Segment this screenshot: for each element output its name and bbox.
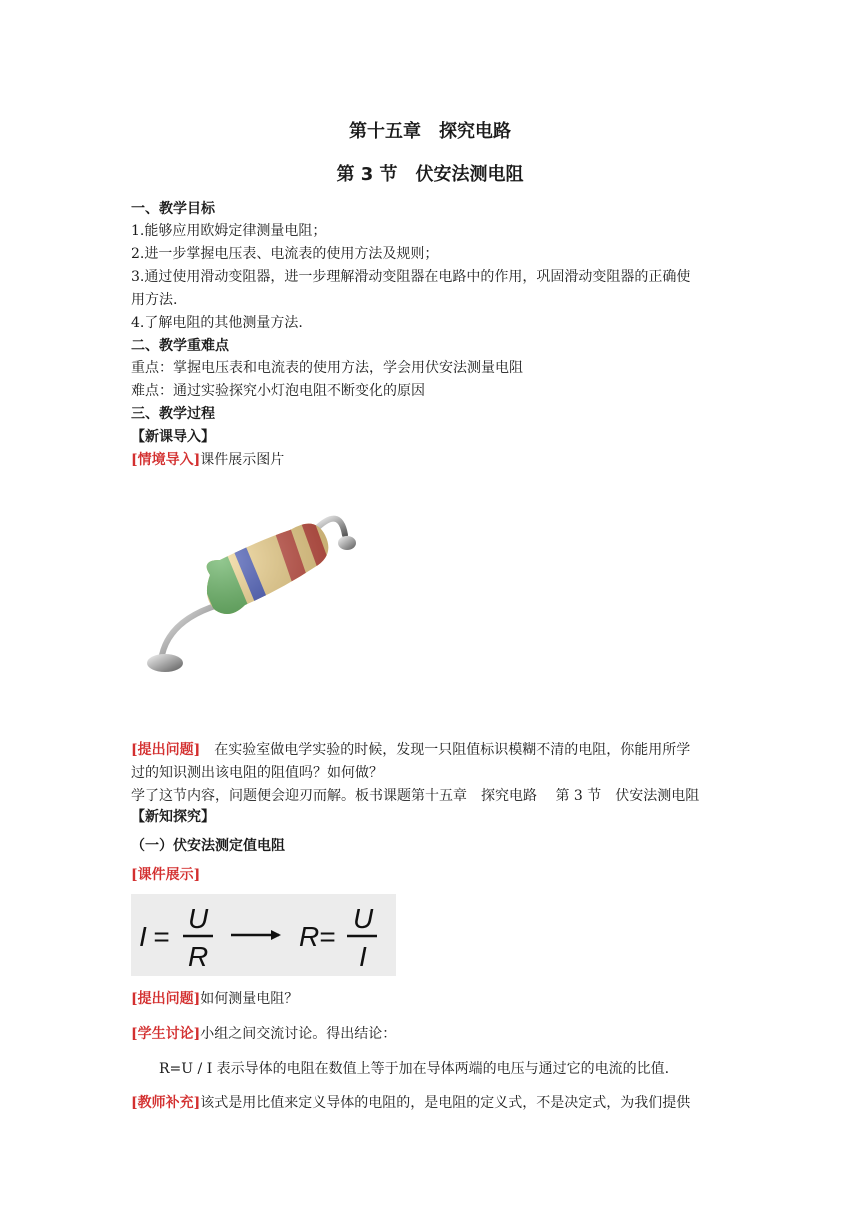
new-knowledge-heading: 【新知探究】 — [131, 809, 215, 825]
discuss-text: 小组之间交流讨论。得出结论： — [200, 1026, 397, 1042]
scene-tag: [情境导入] — [131, 452, 201, 468]
key-point: 重点：掌握电压表和电流表的使用方法，学会用伏安法测量电阻 — [131, 360, 523, 376]
question-line-1 — [131, 739, 690, 761]
question-line-2: 过的知识测出该电阻的阻值吗？如何做？ — [131, 765, 383, 781]
question2-tag: [提出问题] — [131, 991, 201, 1007]
transition-line: 学了这节内容，问题便会迎刃而解。板书课题第十五章 探究电路 第 3 节 伏安法测电阻 — [131, 788, 700, 804]
discuss-line — [131, 1023, 396, 1045]
subsection-heading: （一）伏安法测定值电阻 — [131, 838, 285, 854]
objective-item: 4.了解电阻的其他测量方法. — [131, 315, 303, 331]
objective-item: 用方法. — [131, 292, 178, 308]
objective-item: 3.通过使用滑动变阻器，进一步理解滑动变阻器在电路中的作用，巩固滑动变阻器的正确使 — [131, 269, 691, 285]
section-title: 第 3 节 伏安法测电阻 — [336, 164, 524, 185]
process-heading: 三、教学过程 — [131, 406, 215, 422]
formula-eq2: = — [319, 921, 336, 952]
objective-item: 2.进一步掌握电压表、电流表的使用方法及规则； — [131, 246, 439, 262]
scene-text: 课件展示图片 — [200, 452, 285, 468]
discuss-tag: [学生讨论] — [131, 1026, 201, 1042]
courseware-line — [131, 864, 200, 886]
question2-line — [131, 988, 298, 1010]
question-text: 在实验室做电学实验的时候，发现一只阻值标识模糊不清的电阻，你能用所学 — [200, 742, 691, 758]
formula-den2: I — [359, 941, 367, 972]
teacher-line — [131, 1092, 690, 1114]
objectives-heading: 一、教学目标 — [131, 201, 215, 217]
intro-heading: 【新课导入】 — [131, 429, 215, 445]
question-tag: [提出问题] — [131, 742, 201, 758]
courseware-tag: [课件展示] — [131, 867, 201, 883]
keypoints-heading: 二、教学重难点 — [131, 338, 229, 354]
scene-line — [131, 449, 284, 471]
objective-item: 1.能够应用欧姆定律测量电阻； — [131, 223, 327, 239]
arrow-head-icon — [271, 930, 281, 940]
conclusion-line: R=U / I 表示导体的电阻在数值上等于加在导体两端的电压与通过它的电流的比值. — [159, 1061, 670, 1077]
formula-r: R — [299, 921, 320, 952]
formula-image — [131, 894, 396, 976]
difficult-point: 难点：通过实验探究小灯泡电阻不断变化的原因 — [131, 383, 425, 399]
formula-den1: R — [188, 941, 209, 972]
formula-eq1: = — [153, 921, 170, 952]
chapter-title: 第十五章 探究电路 — [349, 121, 511, 142]
formula-num2: U — [353, 903, 374, 934]
formula-num1: U — [188, 903, 209, 934]
teacher-text: 该式是用比值来定义导体的电阻的，是电阻的定义式，不是决定式，为我们提供 — [200, 1095, 691, 1111]
question2-text: 如何测量电阻？ — [200, 991, 299, 1007]
formula-i: I — [139, 921, 147, 952]
teacher-tag: [教师补充] — [131, 1095, 201, 1111]
resistor-image — [140, 505, 370, 690]
